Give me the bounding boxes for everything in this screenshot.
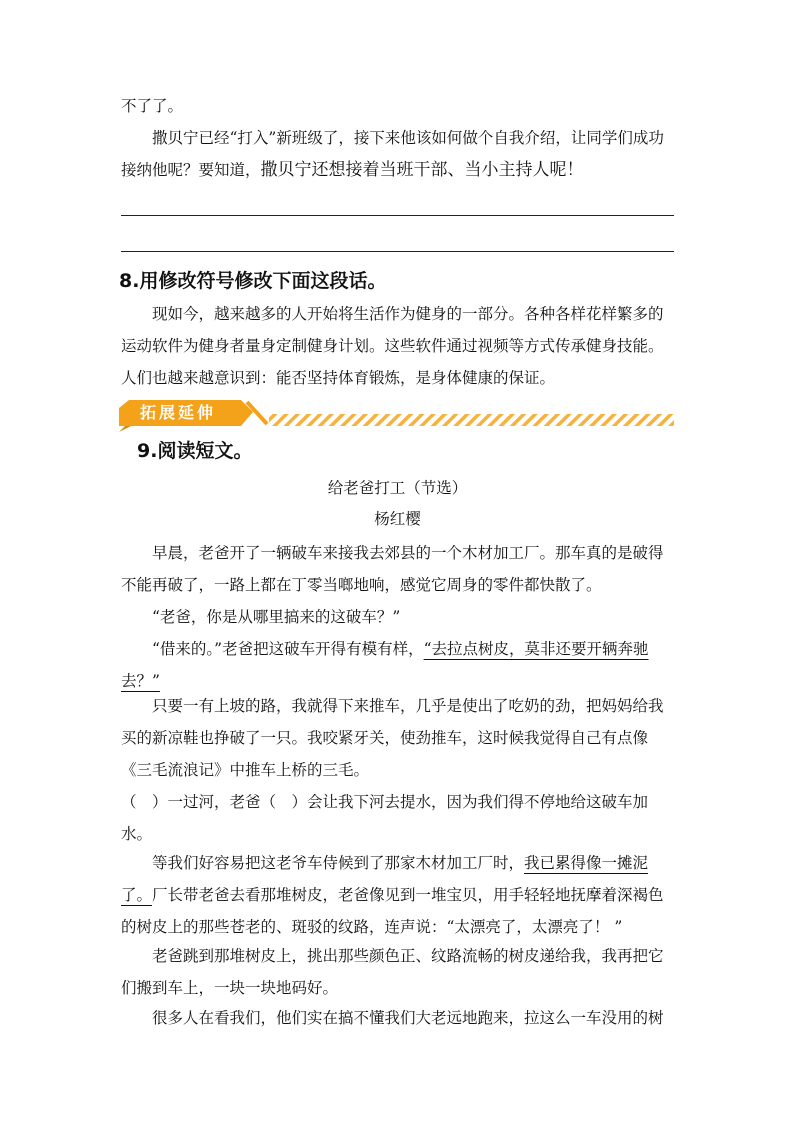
passage-paragraph-1: 早晨，老爸开了一辆破车来接我去郊县的一个木材加工厂。那车真的是破得不能再破了，一路上都在丁零当啷地响，感觉它周身的零件都快散了。 — [121, 544, 664, 594]
underlined-sentence-1: “去拉点树皮，莫非还要开辆奔驰去？” — [121, 640, 649, 690]
passage-paragraph-7: 老爸跳到那堆树皮上，挑出那些颜色正、纹路流畅的树皮递给我，我再把它们搬到车上，一块一块地码好。 — [121, 947, 664, 997]
passage-text: 厂长带老爸去看那堆树皮，老爸像见到一堆宝贝，用手轻轻地抚摩着深褐色的树皮上的那些苍老的、斑驳的纹路，连声说：“太漂亮了，太漂亮了！ ” — [121, 886, 664, 936]
intro-paragraph — [121, 122, 674, 186]
section-banner-label: 拓展延伸 — [140, 403, 217, 422]
passage-title: 给老爸打工（节选） — [327, 479, 468, 497]
passage-paragraph-2: “老爸，你是从哪里搞来的这破车？” — [152, 608, 401, 626]
intro-text-emphasis: 撒贝宁还想接着当班干部、当小主持人呢！ — [260, 160, 584, 180]
intro-line: 不了了。 — [121, 97, 184, 115]
question-8-paragraph: 现如今，越来越多的人开始将生活作为健身的一部分。各种各样花样繁多的运动软件为健身者量身定制健身计划。这些软件通过视频等方式传承健身技能。人们也越来越意识到：能否坚持体育锻炼，是身体健康的保证。 — [121, 305, 664, 387]
answer-line-2 — [121, 251, 674, 252]
passage-text: 等我们好容易把这老爷车侍候到了那家木材加工厂时， — [152, 854, 525, 872]
passage-paragraph-4: 只要一有上坡的路，我就得下来推车，几乎是使出了吃奶的劲，把妈妈给我买的新凉鞋也挣破了一只。我咬紧牙关，使劲推车，这时候我觉得自己有点像《三毛流浪记》中推车上桥的三毛。 — [121, 697, 664, 779]
intro-text: 撒贝宁已经“打入”新班级了，接下来他该如何做个自我介绍，让同学们成功接纳他呢？要知道， — [121, 129, 664, 179]
underlined-sentence-2: 我已累得像一摊泥了。 — [121, 854, 649, 904]
passage-paragraph-3 — [121, 633, 674, 697]
passage-paragraph-5: （ ）一过河，老爸（ ）会让我下河去提水，因为我们得不停地给这破车加水。 — [121, 793, 649, 843]
passage-text: “借来的。”老爸把这破车开得有模有样， — [152, 640, 424, 658]
answer-line-1 — [121, 215, 674, 216]
question-9-heading: 9.阅读短文。 — [137, 440, 253, 462]
passage-paragraph-8: 很多人在看我们，他们实在搞不懂我们大老远地跑来，拉这么一车没用的树 — [152, 1009, 664, 1027]
question-8-heading: 8.用修改符号修改下面这段话。 — [119, 270, 387, 292]
passage-author: 杨红樱 — [374, 510, 421, 528]
passage-paragraph-6 — [121, 847, 674, 943]
